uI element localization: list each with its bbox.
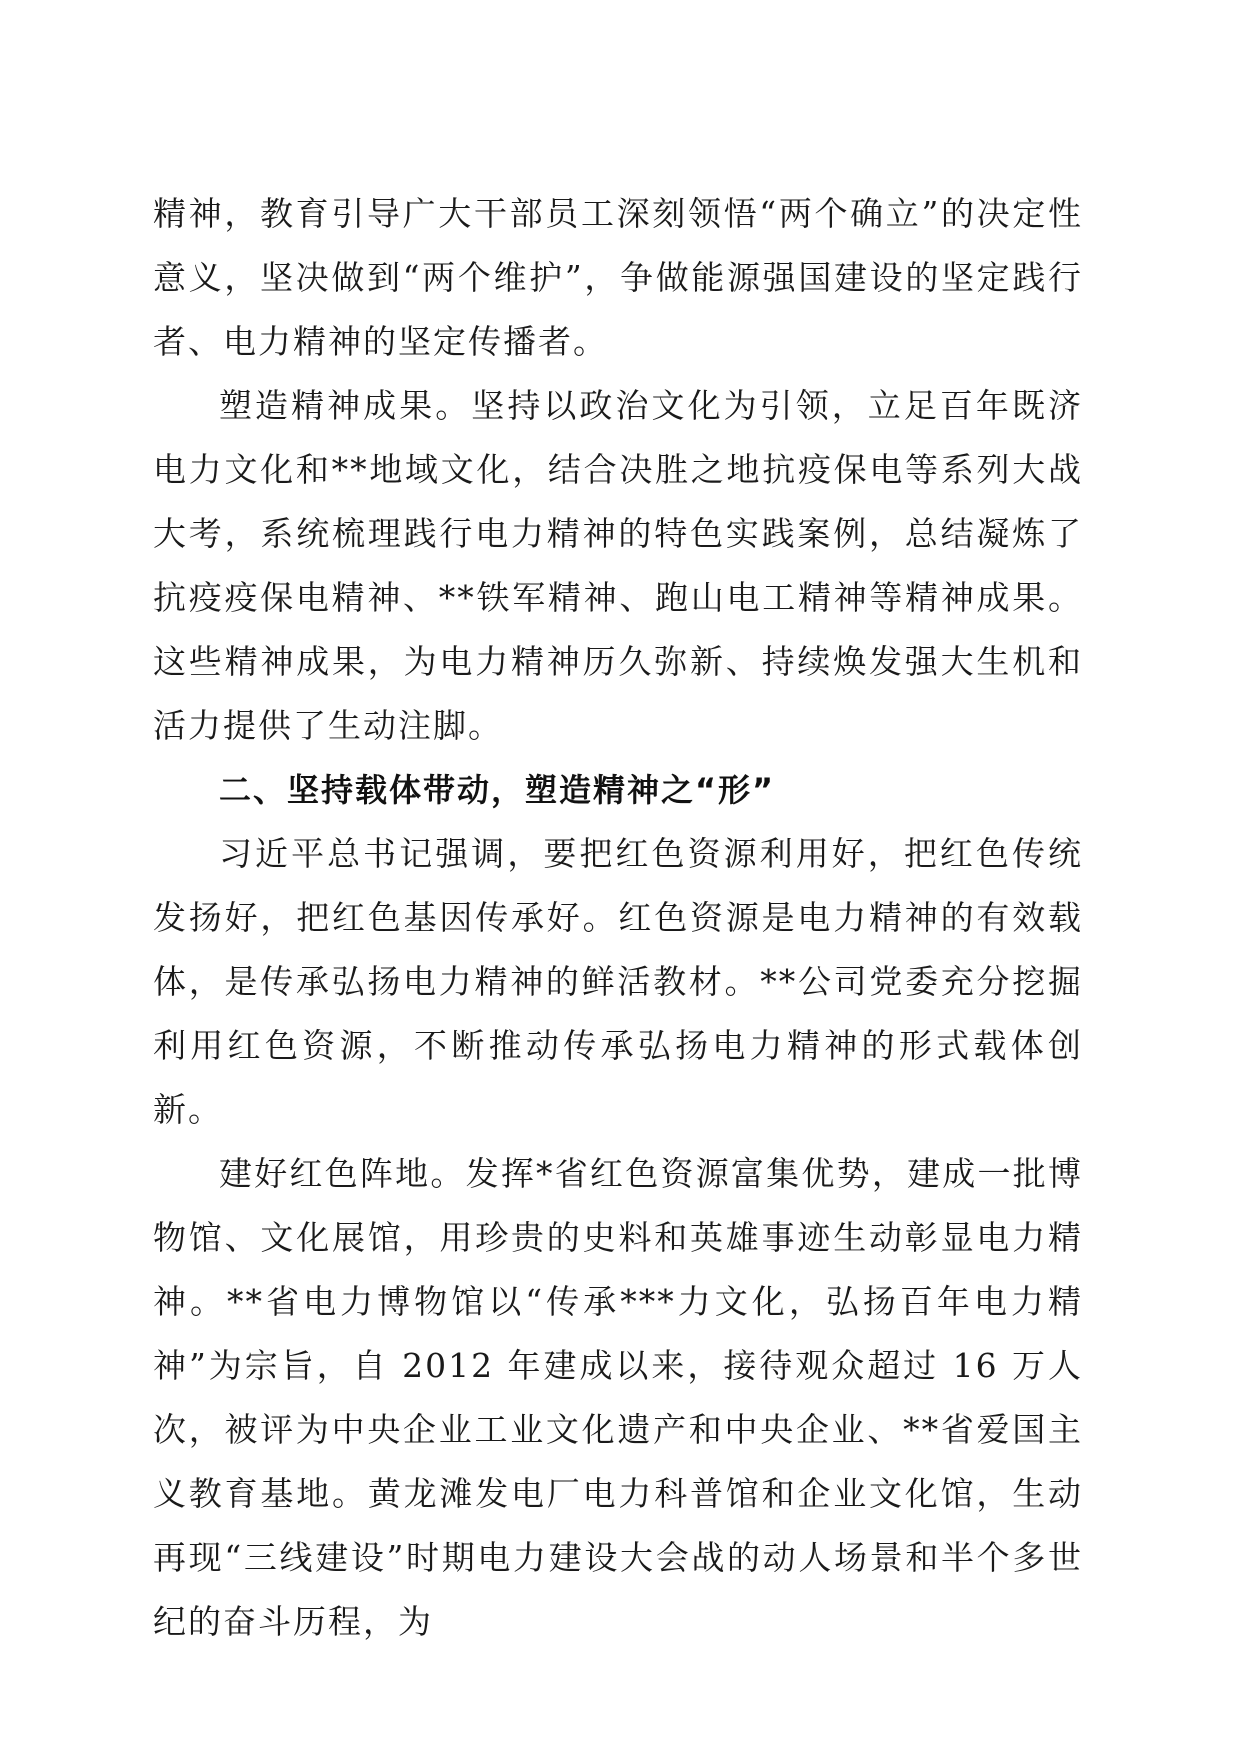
body-text <box>153 182 1083 1654</box>
paragraph-red-bases: 建好红色阵地。发挥*省红色资源富集优势，建成一批博物馆、文化展馆，用珍贵的史料和英雄事迹生动彰显电力精神。**省电力博物馆以“传承***力文化，弘扬百年电力精神”为宗旨，自 2012 年建成以来，接待观众超过 16 万人次，被评为中央企业工业文化遗产和中央企业、**省爱国主义教育基地。黄龙滩发电厂电力科普馆和企业文化馆，生动再现“三线建设”时期电力建设大会战的动人场景和半个多世纪的奋斗历程，为 <box>153 1154 1083 1641</box>
paragraph-red-resources: 习近平总书记强调，要把红色资源利用好，把红色传统发扬好，把红色基因传承好。红色资源是电力精神的有效载体，是传承弘扬电力精神的鲜活教材。**公司党委充分挖掘利用红色资源，不断推动传承弘扬电力精神的形式载体创新。 <box>153 834 1083 1129</box>
paragraph-continuation: 精神，教育引导广大干部员工深刻领悟“两个确立”的决定性意义，坚决做到“两个维护”，争做能源强国建设的坚定践行者、电力精神的坚定传播者。 <box>153 194 1083 361</box>
section-heading: 二、坚持载体带动，塑造精神之“形” <box>219 771 776 809</box>
paragraph-spirit-achievements: 塑造精神成果。坚持以政治文化为引领，立足百年既济电力文化和**地域文化，结合决胜之地抗疫保电等系列大战大考，系统梳理践行电力精神的特色实践案例，总结凝炼了抗疫疫保电精神、**铁军精神、跑山电工精神等精神成果。这些精神成果，为电力精神历久弥新、持续焕发强大生机和活力提供了生动注脚。 <box>153 386 1083 745</box>
